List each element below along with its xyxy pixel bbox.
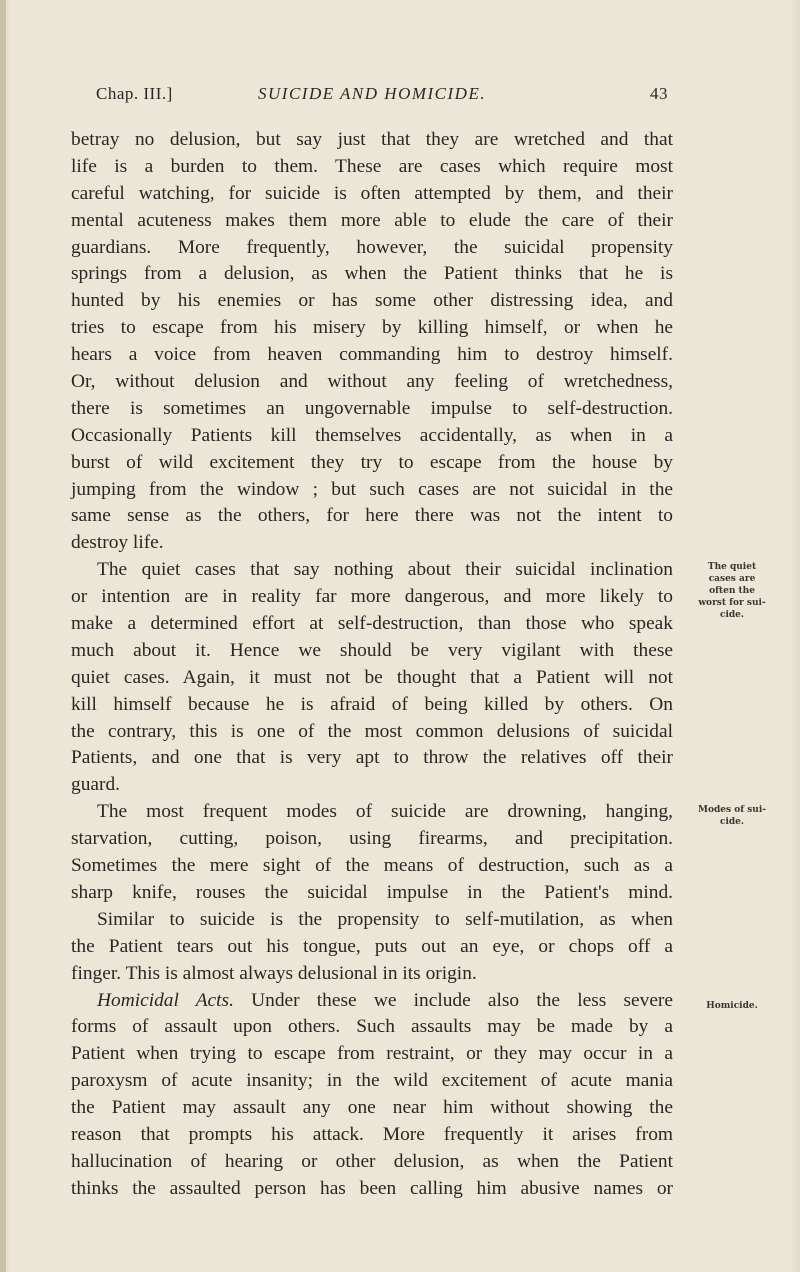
text-line: springs from a delusion, as when the Patient thinks that he is (71, 263, 673, 285)
text-line (71, 988, 673, 1015)
text-line: jumping from the window ; but such cases are not suicidal in the (71, 478, 673, 500)
margin-note-modes (678, 804, 786, 828)
chapter-label: Chap. III.] (96, 84, 173, 103)
text-line: thinks the assaulted person has been calling him abusive names or (71, 1177, 673, 1199)
margin-note-line: worst for sui- (698, 598, 766, 608)
text-line: quiet cases. Again, it must not be thought that a Patient will not (71, 666, 673, 688)
page-binding-edge (0, 0, 6, 1272)
body-text (71, 127, 673, 1203)
text-line: the Patient tears out his tongue, puts out an eye, or chops off a (71, 935, 673, 957)
text-line: there is sometimes an ungovernable impulse to self-destruction. (71, 397, 673, 419)
text-line: sharp knife, rouses the suicidal impulse in the Patient's mind. (71, 881, 673, 903)
text-line: reason that prompts his attack. More frequently it arises from (71, 1123, 673, 1145)
text-line: finger. This is almost always delusional in its origin. (71, 962, 477, 984)
margin-note-line: Homicide. (706, 1001, 758, 1011)
text-line: Patients, and one that is very apt to throw the relatives off their (71, 747, 673, 769)
text-line: paroxysm of acute insanity; in the wild excitement of acute mania (71, 1070, 673, 1092)
text-line: hunted by his enemies or has some other distressing idea, and (71, 290, 673, 312)
text-line: mental acuteness makes them more able to elude the care of their (71, 209, 673, 231)
text-line: tries to escape from his misery by killing himself, or when he (71, 317, 673, 339)
text-line: make a determined effort at self-destruction, than those who speak (71, 613, 673, 635)
text-line: same sense as the others, for here there was not the intent to (71, 505, 673, 527)
margin-note-line: cide. (719, 610, 745, 620)
margin-note-line: Modes of sui- (698, 805, 766, 815)
text-line: careful watching, for suicide is often attempted by them, and their (71, 182, 673, 204)
text-line: hallucination of hearing or other delusion, as when the Patient (71, 1150, 673, 1172)
text-line: or intention are in reality far more dangerous, and more likely to (71, 586, 673, 608)
homicidal-acts-heading: Homicidal Acts. (97, 989, 234, 1011)
text-line: Patient when trying to escape from restraint, or they may occur in a (71, 1043, 673, 1065)
text-line-rest: Under these we include also the less severe (251, 989, 673, 1011)
text-line: The quiet cases that say nothing about their suicidal inclination (97, 559, 673, 581)
margin-note-line: The quiet (707, 562, 757, 572)
text-line: Sometimes the mere sight of the means of destruction, such as a (71, 855, 673, 877)
text-line: guard. (71, 774, 120, 796)
text-line: starvation, cutting, poison, using firearms, and precipitation. (71, 828, 673, 850)
text-line: hears a voice from heaven commanding him to destroy himself. (71, 344, 673, 366)
page-number: 43 (650, 84, 668, 103)
running-title: SUICIDE AND HOMICIDE. (258, 84, 487, 103)
margin-note-homicide (678, 1000, 786, 1012)
text-line: Similar to suicide is the propensity to self-mutilation, as when (97, 908, 673, 930)
text-line: Or, without delusion and without any feeling of wretchedness, (71, 371, 673, 393)
text-line: guardians. More frequently, however, the suicidal propensity (71, 236, 673, 258)
text-line: The most frequent modes of suicide are drowning, hanging, (97, 801, 673, 823)
text-line: betray no delusion, but say just that they are wretched and that (71, 129, 673, 150)
text-line: destroy life. (71, 532, 164, 554)
text-line: life is a burden to them. These are cases which require most (71, 155, 673, 177)
margin-note-line: cide. (719, 817, 745, 827)
text-line: kill himself because he is afraid of being killed by others. On (71, 693, 673, 715)
running-header (96, 84, 668, 110)
margin-note-line: often the (709, 586, 755, 596)
text-line: the contrary, this is one of the most common delusions of suicidal (71, 720, 673, 742)
text-line: much about it. Hence we should be very vigilant with these (71, 639, 673, 661)
margin-note-quiet-cases (678, 561, 786, 621)
text-line: forms of assault upon others. Such assaults may be made by a (71, 1016, 673, 1038)
text-line: the Patient may assault any one near him without showing the (71, 1097, 673, 1119)
text-line: burst of wild excitement they try to escape from the house by (71, 451, 673, 473)
text-line: Occasionally Patients kill themselves accidentally, as when in a (71, 424, 673, 446)
margin-note-line: cases are (708, 574, 756, 584)
